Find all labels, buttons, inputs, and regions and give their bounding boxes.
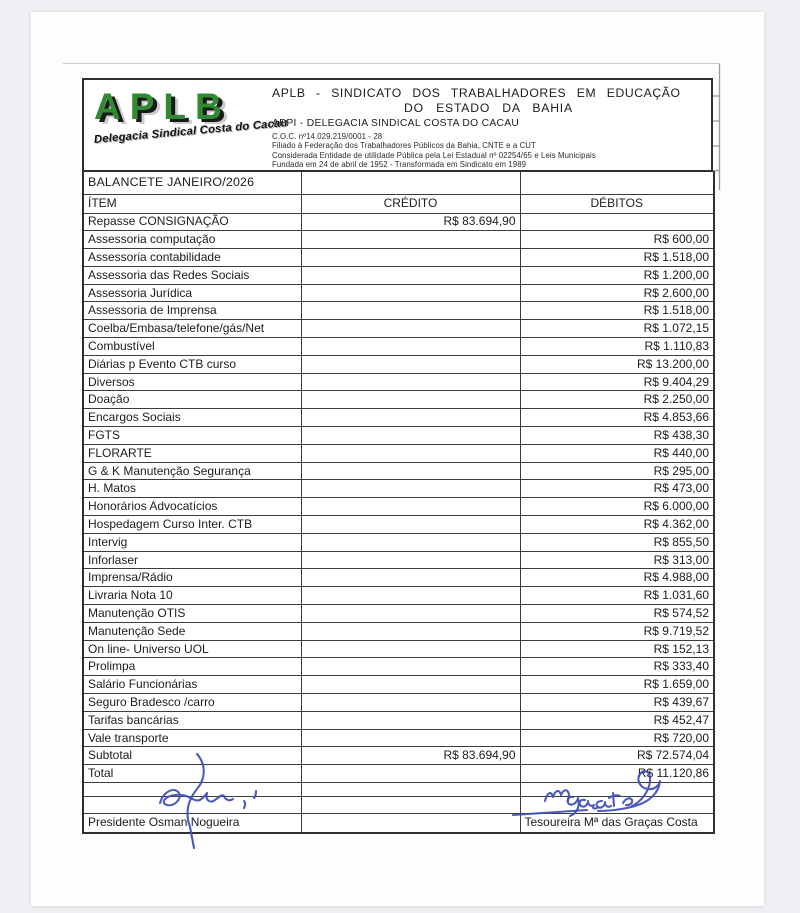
item-cell: Assessoria contabilidade bbox=[83, 249, 301, 267]
item-cell: Seguro Bradesco /carro bbox=[83, 694, 301, 712]
item-cell: Assessoria Jurídica bbox=[83, 284, 301, 302]
debitos-cell: R$ 4.362,00 bbox=[520, 516, 714, 534]
debitos-cell: R$ 574,52 bbox=[520, 605, 714, 623]
table-row bbox=[83, 498, 714, 516]
item-cell: Livraria Nota 10 bbox=[83, 587, 301, 605]
credito-cell bbox=[301, 373, 520, 391]
credito-cell bbox=[301, 711, 520, 729]
debitos-cell: R$ 6.000,00 bbox=[520, 498, 714, 516]
table-row bbox=[83, 391, 714, 409]
item-cell: Vale transporte bbox=[83, 729, 301, 747]
credito-cell bbox=[301, 676, 520, 694]
aplb-logo bbox=[84, 80, 289, 170]
debitos-cell bbox=[520, 213, 714, 231]
credito-cell bbox=[301, 765, 520, 783]
balancete-table bbox=[82, 170, 715, 834]
debitos-cell: R$ 9.404,29 bbox=[520, 373, 714, 391]
document-content bbox=[82, 78, 713, 834]
item-cell: Coelba/Embasa/telefone/gás/Net bbox=[83, 320, 301, 338]
credito-cell bbox=[301, 480, 520, 498]
item-cell: Diversos bbox=[83, 373, 301, 391]
debitos-cell: R$ 152,13 bbox=[520, 640, 714, 658]
debitos-cell: R$ 1.518,00 bbox=[520, 302, 714, 320]
debitos-cell: R$ 1.110,83 bbox=[520, 338, 714, 356]
table-row bbox=[83, 676, 714, 694]
table-row bbox=[83, 765, 714, 783]
item-cell: Salário Funcionárias bbox=[83, 676, 301, 694]
treasurer-signature-label: Tesoureira Mª das Graças Costa bbox=[520, 814, 714, 833]
table-row bbox=[83, 462, 714, 480]
item-cell: H. Matos bbox=[83, 480, 301, 498]
credito-cell bbox=[301, 302, 520, 320]
period-title-row bbox=[83, 171, 714, 194]
org-detail-public-utility: Considerada Entidade de utilidade Pública pela Lei Estadual nº 02254/65 e Leis Municipais bbox=[272, 150, 596, 160]
credito-cell bbox=[301, 462, 520, 480]
table-body bbox=[83, 213, 714, 783]
credito-cell bbox=[301, 622, 520, 640]
credito-cell bbox=[301, 427, 520, 445]
credito-cell bbox=[301, 498, 520, 516]
item-cell: Diárias p Evento CTB curso bbox=[83, 355, 301, 373]
table-row bbox=[83, 444, 714, 462]
org-title-line2: DO ESTADO DA BAHIA bbox=[404, 101, 573, 115]
table-row bbox=[83, 338, 714, 356]
item-cell: Assessoria de Imprensa bbox=[83, 302, 301, 320]
credito-cell bbox=[301, 658, 520, 676]
credito-cell bbox=[301, 587, 520, 605]
document-page bbox=[31, 12, 764, 906]
table-row bbox=[83, 302, 714, 320]
debitos-cell: R$ 473,00 bbox=[520, 480, 714, 498]
item-cell: Imprensa/Rádio bbox=[83, 569, 301, 587]
aplb-logo-text: APLB bbox=[94, 86, 231, 127]
debitos-cell: R$ 4.853,66 bbox=[520, 409, 714, 427]
debitos-cell: R$ 295,00 bbox=[520, 462, 714, 480]
debitos-cell: R$ 855,50 bbox=[520, 533, 714, 551]
table-row bbox=[83, 231, 714, 249]
item-cell: Doação bbox=[83, 391, 301, 409]
debitos-cell: R$ 439,67 bbox=[520, 694, 714, 712]
item-cell: Tarifas bancárias bbox=[83, 711, 301, 729]
debitos-cell: R$ 438,30 bbox=[520, 427, 714, 445]
table-row bbox=[83, 355, 714, 373]
credito-cell bbox=[301, 533, 520, 551]
item-cell: Assessoria das Redes Sociais bbox=[83, 266, 301, 284]
signature-label-row bbox=[83, 814, 714, 833]
table-row bbox=[83, 249, 714, 267]
table-row bbox=[83, 284, 714, 302]
credito-cell bbox=[301, 266, 520, 284]
credito-cell bbox=[301, 729, 520, 747]
credito-cell bbox=[301, 605, 520, 623]
credito-cell bbox=[301, 249, 520, 267]
org-detail-coc: C.O.C. nº14.029.219/0001 - 28 bbox=[272, 132, 383, 141]
table-row bbox=[83, 622, 714, 640]
table-row bbox=[83, 729, 714, 747]
col-header-credito: CRÉDITO bbox=[301, 194, 520, 213]
debitos-cell: R$ 13.200,00 bbox=[520, 355, 714, 373]
debitos-cell: R$ 313,00 bbox=[520, 551, 714, 569]
table-row bbox=[83, 266, 714, 284]
item-cell: Assessoria computação bbox=[83, 231, 301, 249]
item-cell: Total bbox=[83, 765, 301, 783]
debitos-cell: R$ 440,00 bbox=[520, 444, 714, 462]
col-header-debitos: DÉBITOS bbox=[520, 194, 714, 213]
item-cell: Repasse CONSIGNAÇÃO bbox=[83, 213, 301, 231]
table-row bbox=[83, 409, 714, 427]
credito-cell bbox=[301, 391, 520, 409]
table-row bbox=[83, 373, 714, 391]
item-cell: Manutenção OTIS bbox=[83, 605, 301, 623]
item-cell: Prolimpa bbox=[83, 658, 301, 676]
credito-cell bbox=[301, 551, 520, 569]
table-row bbox=[83, 711, 714, 729]
organization-info bbox=[270, 80, 711, 170]
credito-cell: R$ 83.694,90 bbox=[301, 213, 520, 231]
credito-cell bbox=[301, 284, 520, 302]
credito-cell bbox=[301, 444, 520, 462]
debitos-cell: R$ 333,40 bbox=[520, 658, 714, 676]
table-row bbox=[83, 516, 714, 534]
item-cell: Subtotal bbox=[83, 747, 301, 765]
president-signature-label: Presidente Osman Nogueira bbox=[83, 814, 301, 833]
item-cell: G & K Manutenção Segurança bbox=[83, 462, 301, 480]
table-row bbox=[83, 480, 714, 498]
debitos-cell: R$ 600,00 bbox=[520, 231, 714, 249]
table-row bbox=[83, 605, 714, 623]
item-cell: Combustível bbox=[83, 338, 301, 356]
credito-cell bbox=[301, 338, 520, 356]
debitos-cell: R$ 1.072,15 bbox=[520, 320, 714, 338]
debitos-cell: R$ 1.031,60 bbox=[520, 587, 714, 605]
debitos-cell: R$ 1.659,00 bbox=[520, 676, 714, 694]
table-row bbox=[83, 569, 714, 587]
debitos-cell: R$ 4.988,00 bbox=[520, 569, 714, 587]
item-cell: Encargos Sociais bbox=[83, 409, 301, 427]
debitos-cell: R$ 11.120,86 bbox=[520, 765, 714, 783]
aplb-logo-subtitle: Delegacia Sindical Costa do Cacau bbox=[93, 117, 289, 146]
table-row bbox=[83, 747, 714, 765]
credito-cell bbox=[301, 409, 520, 427]
debitos-cell: R$ 2.250,00 bbox=[520, 391, 714, 409]
debitos-cell: R$ 9.719,52 bbox=[520, 622, 714, 640]
debitos-cell: R$ 1.518,00 bbox=[520, 249, 714, 267]
credito-cell: R$ 83.694,90 bbox=[301, 747, 520, 765]
column-header-row bbox=[83, 194, 714, 213]
letterhead bbox=[82, 78, 713, 170]
table-row bbox=[83, 427, 714, 445]
credito-cell bbox=[301, 355, 520, 373]
item-cell: Inforlaser bbox=[83, 551, 301, 569]
org-detail-affiliation: Filiado à Federação dos Trabalhadores Públicos da Bahia, CNTE e a CUT bbox=[272, 141, 536, 151]
debitos-cell: R$ 720,00 bbox=[520, 729, 714, 747]
table-row bbox=[83, 551, 714, 569]
item-cell: FLORARTE bbox=[83, 444, 301, 462]
table-row bbox=[83, 587, 714, 605]
org-details bbox=[272, 132, 705, 170]
table-row bbox=[83, 320, 714, 338]
credito-cell bbox=[301, 569, 520, 587]
org-title-line1: APLB - SINDICATO DOS TRABALHADORES EM EDUCAÇÃO bbox=[272, 86, 681, 100]
credito-cell bbox=[301, 320, 520, 338]
table-row bbox=[83, 658, 714, 676]
item-cell: Honorários Advocatícios bbox=[83, 498, 301, 516]
credito-cell bbox=[301, 231, 520, 249]
org-detail-founded: Fundada em 24 de abril de 1952 - Transformada em Sindicato em 1989 bbox=[272, 160, 527, 170]
debitos-cell: R$ 2.600,00 bbox=[520, 284, 714, 302]
table-row bbox=[83, 213, 714, 231]
item-cell: Hospedagem Curso Inter. CTB bbox=[83, 516, 301, 534]
debitos-cell: R$ 452,47 bbox=[520, 711, 714, 729]
debitos-cell: R$ 1.200,00 bbox=[520, 266, 714, 284]
item-cell: Intervig bbox=[83, 533, 301, 551]
credito-cell bbox=[301, 694, 520, 712]
empty-row bbox=[83, 783, 714, 797]
item-cell: Manutenção Sede bbox=[83, 622, 301, 640]
item-cell: FGTS bbox=[83, 427, 301, 445]
debitos-cell: R$ 72.574,04 bbox=[520, 747, 714, 765]
table-row bbox=[83, 694, 714, 712]
item-cell: On line- Universo UOL bbox=[83, 640, 301, 658]
org-subtitle: APPI - DELEGACIA SINDICAL COSTA DO CACAU bbox=[272, 118, 520, 129]
credito-cell bbox=[301, 516, 520, 534]
table-row bbox=[83, 640, 714, 658]
period-title: BALANCETE JANEIRO/2026 bbox=[83, 171, 301, 194]
signature-space-row bbox=[83, 797, 714, 814]
table-row bbox=[83, 533, 714, 551]
credito-cell bbox=[301, 640, 520, 658]
col-header-item: ÍTEM bbox=[83, 194, 301, 213]
